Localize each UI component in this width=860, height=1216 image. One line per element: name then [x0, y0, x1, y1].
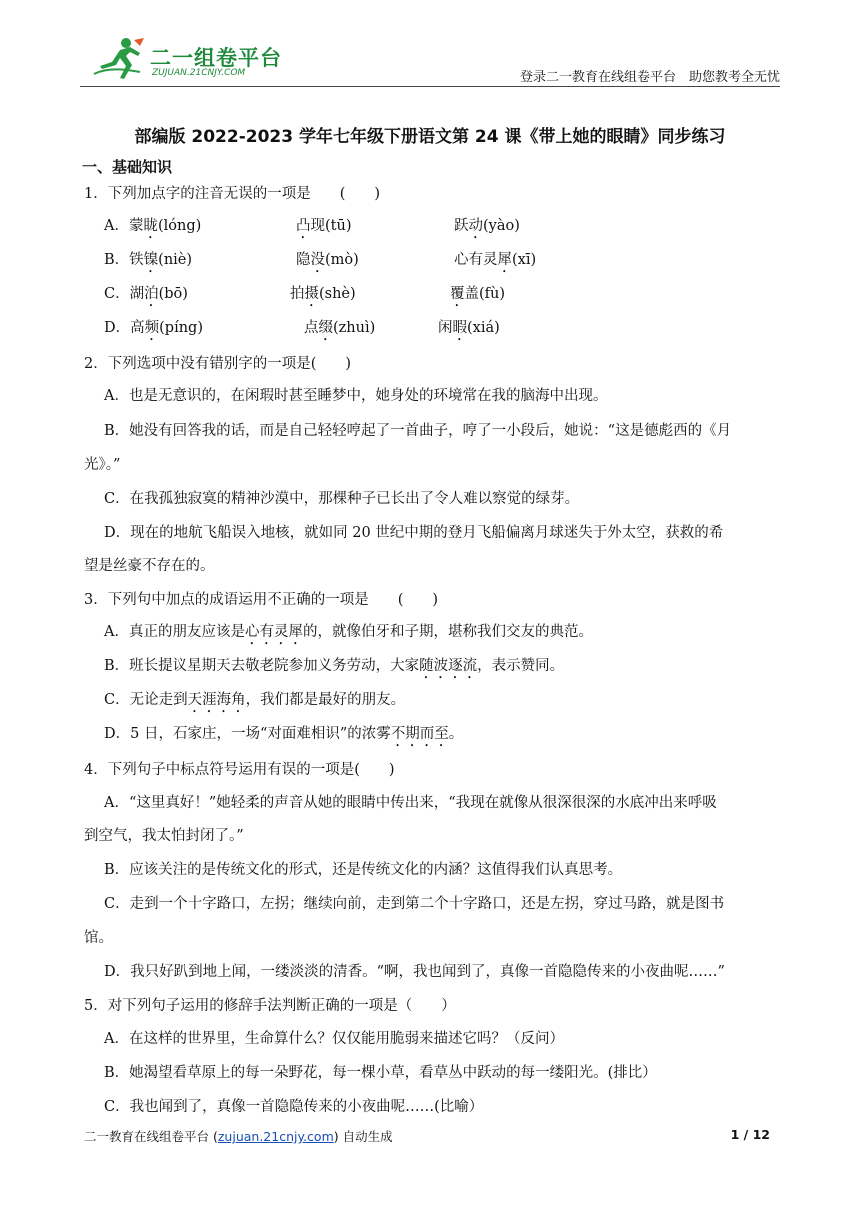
q1-b-item2-pre: 隐 [296, 252, 311, 268]
q3-b-pre: B．班长提议星期天去敬老院参加义务劳动，大家 [104, 658, 420, 674]
q1-c-item2-post: (shè) [319, 286, 356, 302]
q1-a-item1-dotted: 眬 [143, 218, 158, 234]
q1-b-item1-post: (niè) [158, 252, 193, 268]
q5-option-b: B．她渴望看草原上的每一朵野花，每一棵小草，看草丛中跃动的每一缕阳光。(排比） [104, 1065, 657, 1081]
q3-a-idiom: 心有灵犀 [244, 624, 303, 640]
q1-d-item2 [304, 318, 375, 344]
q1-b-item3-post: (xī) [512, 252, 537, 268]
q1-c-item3-post: 盖(fù) [464, 286, 506, 302]
page-header [80, 30, 780, 88]
q4-option-c: C．走到一个十字路口，左拐；继续向前，走到第二个十字路口，还是左拐，穿过马路，就是图书 [104, 896, 725, 912]
q1-d-item3-dotted: 暇 [452, 320, 467, 336]
q5-option-a: A．在这样的世界里，生命算什么？仅仅能用脆弱来描述它吗？（反问） [104, 1031, 564, 1047]
q2-option-a: A．也是无意识的，在闲瑕时甚至睡梦中，她身处的环境常在我的脑海中出现。 [104, 388, 608, 404]
option-label: C． [104, 286, 130, 302]
q1-b-item1-dotted: 镍 [143, 252, 159, 268]
q1-d-item3-post: (xiá) [467, 320, 500, 336]
q1-b-item3 [454, 250, 536, 276]
q5-option-c: C．我也闻到了，真像一首隐隐传来的小夜曲呢……(比喻） [104, 1099, 484, 1115]
q1-d-item3-pre: 闲 [438, 320, 453, 336]
q1-option-c [104, 284, 506, 310]
q4-option-d: D．我只好趴到地上闻，一缕淡淡的清香。“啊，我也闻到了，真像一首隐隐传来的小夜曲呢……” [104, 964, 725, 980]
q1-a-item3-post: (yào) [483, 218, 520, 234]
q1-c-item1-pre: 湖 [129, 286, 145, 302]
q3-option-d [104, 724, 463, 750]
q4-option-b: B．应该关注的是传统文化的形式，还是传统文化的内涵？这值得我们认真思考。 [104, 862, 623, 878]
q1-b-item1-pre: 铁 [129, 252, 144, 268]
q1-b-item2 [296, 250, 359, 276]
footer-source [84, 1127, 393, 1145]
q1-a-item3 [454, 216, 520, 242]
q1-c-item3-dotted: 覆 [450, 286, 465, 302]
q4-option-a-cont: 到空气，我太怕封闭了。” [84, 828, 244, 844]
option-label: D． [104, 320, 131, 336]
option-label: A． [104, 218, 129, 234]
footer-source-pre: 二一教育在线组卷平台 ( [84, 1129, 218, 1144]
q3-c-idiom: 天涯海角 [187, 692, 246, 708]
q2-option-d: D．现在的地航飞船误入地核，就如同 20 世纪中期的登月飞船偏离月球迷失于外太空，获救的希 [104, 525, 724, 541]
q3-option-a [104, 622, 593, 648]
q1-d-item1-dotted: 频 [144, 320, 160, 336]
document-title: 部编版 2022-2023 学年七年级下册语文第 24 课《带上她的眼睛》同步练习 [134, 127, 726, 147]
q3-c-post: ，我们都是最好的朋友。 [245, 692, 406, 708]
page-number: 1 / 12 [730, 1127, 770, 1142]
q3-d-idiom: 不期而至 [390, 726, 449, 742]
option-label: B． [104, 252, 130, 268]
footer-source-post: ) 自动生成 [333, 1129, 393, 1144]
q2-option-b-cont: 光》。” [84, 457, 121, 473]
q1-a-item3-pre: 跃 [454, 218, 469, 234]
q2-option-b: B．她没有回答我的话，而是自己轻轻哼起了一首曲子，哼了一小段后，她说：“这是德彪西的《月 [104, 423, 732, 439]
q1-d-item1-post: (píng) [159, 320, 203, 336]
question-3-stem: 3．下列句中加点的成语运用不正确的一项是 ( ) [84, 592, 439, 608]
q4-option-a: A．“这里真好！”她轻柔的声音从她的眼睛中传出来，“我现在就像从很深很深的水底冲出来呼吸 [104, 795, 717, 811]
q1-option-b [104, 250, 537, 276]
q3-d-pre: D．5 日，石家庄，一场“对面难相识”的浓雾 [104, 726, 391, 742]
q1-option-a [104, 216, 520, 242]
q3-a-post: 的，就像伯牙和子期，堪称我们交友的典范。 [302, 624, 593, 640]
q1-c-item2-dotted: 摄 [304, 286, 319, 302]
logo-title: 二一组卷平台 [150, 46, 282, 70]
q1-c-item3 [450, 284, 505, 310]
q1-b-item2-post: (mò) [325, 252, 359, 268]
q1-a-item2-dotted: 凸 [296, 218, 311, 234]
q3-d-post: 。 [448, 726, 464, 742]
q1-a-item2 [296, 216, 351, 242]
q1-c-item2-pre: 拍 [290, 286, 305, 302]
q1-c-item1-dotted: 泊 [144, 286, 159, 302]
q3-a-pre: A．真正的朋友应该是 [104, 624, 245, 640]
q1-b-item3-dotted: 犀 [497, 252, 512, 268]
q1-a-item1-post: (lóng) [157, 218, 202, 234]
q1-d-item2-pre: 点 [304, 320, 319, 336]
q1-a-item1-pre: 蒙 [128, 218, 144, 234]
logo[interactable] [90, 36, 290, 84]
q1-a-item3-dotted: 动 [468, 218, 483, 234]
q1-d-item3 [438, 318, 500, 344]
footer-link[interactable]: zujuan.21cnjy.com [217, 1129, 334, 1144]
logo-subtitle: ZUJUAN.21CNJY.COM [152, 68, 246, 78]
q3-c-pre: C．无论走到 [104, 692, 188, 708]
q1-b-item3-pre: 心有灵 [454, 252, 498, 268]
question-2-stem: 2．下列选项中没有错别字的一项是( ) [84, 356, 352, 372]
q2-option-d-cont: 望是丝豪不存在的。 [84, 558, 215, 574]
question-4-stem: 4．下列句子中标点符号运用有误的一项是( ) [84, 762, 395, 778]
section-title: 一、基础知识 [82, 158, 173, 176]
q3-b-post: ，表示赞同。 [477, 658, 565, 674]
q1-c-item1-post: (bō) [158, 286, 188, 302]
q3-option-c [104, 690, 405, 716]
q2-option-c: C．在我孤独寂寞的精神沙漠中，那棵种子已长出了令人难以察觉的绿芽。 [104, 491, 580, 507]
runner-logo-icon [90, 36, 148, 80]
q1-b-item2-dotted: 没 [310, 252, 325, 268]
q4-option-c-cont: 馆。 [84, 930, 113, 946]
q1-c-item2 [290, 284, 356, 310]
header-divider [80, 86, 780, 87]
q1-d-item1-pre: 高 [130, 320, 145, 336]
header-slogan[interactable]: 登录二一教育在线组卷平台 助您教考全无忧 [519, 70, 780, 85]
q1-a-item2-post: 现(tū) [310, 218, 352, 234]
q1-option-d [104, 318, 500, 344]
question-5-stem: 5．对下列句子运用的修辞手法判断正确的一项是（ ） [84, 998, 456, 1014]
q3-option-b [104, 656, 564, 682]
q1-d-item2-post: (zhuì) [333, 320, 376, 336]
q3-b-idiom: 随波逐流 [419, 658, 478, 674]
q1-d-item2-dotted: 缀 [318, 320, 333, 336]
question-1-stem: 1．下列加点字的注音无误的一项是 ( ) [84, 186, 381, 202]
